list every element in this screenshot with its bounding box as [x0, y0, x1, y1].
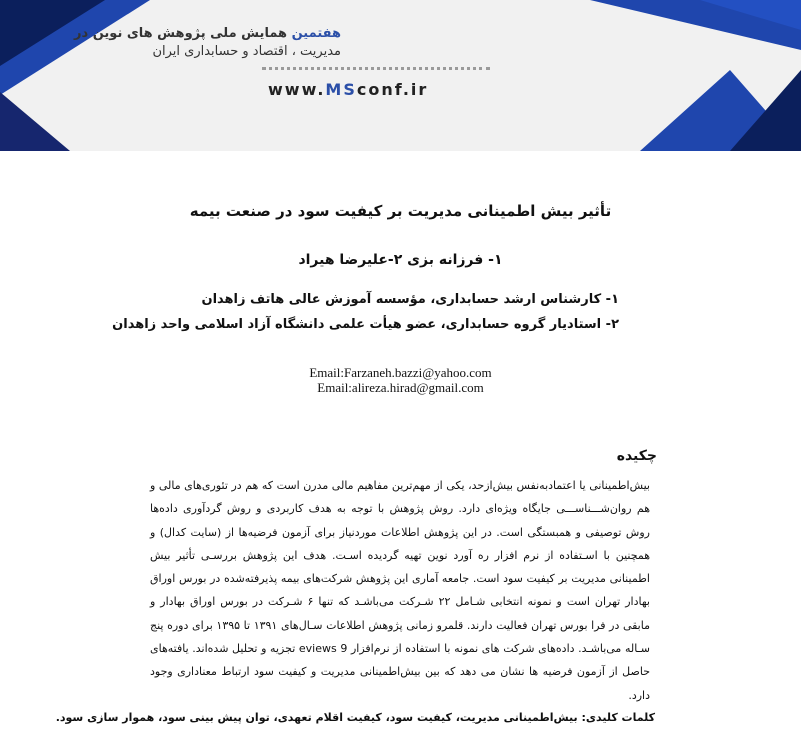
- website-link[interactable]: [268, 80, 428, 99]
- header-decoration: [0, 0, 801, 151]
- affiliation-1: ۱- کارشناس ارشد حسابداری، مؤسسه آموزش عالی هاتف زاهدان: [201, 292, 619, 307]
- affiliation-2: ۲- استادیار گروه حسابداری، عضو هیأت علمی دانشگاه آزاد اسلامی واحد زاهدان: [112, 317, 619, 332]
- paper-title: تأثیر بیش اطمینانی مدیریت بر کیفیت سود در صنعت بیمه: [189, 202, 612, 220]
- website-suffix: conf.ir: [356, 80, 429, 99]
- email-2[interactable]: Email:alireza.hirad@gmail.com: [317, 380, 484, 395]
- conference-ordinal: هفتمین: [291, 26, 341, 41]
- abstract-body: بیش‌اطمینانی یا اعتمادبه‌نفس بیش‌ازحد، یکی از مهم‌ترین مفاهیم مالی مدرن است که هم در تئوری‌های مالی و هم روان‌شـــناســـی جایگاه ویژه‌ای دارد. روش پژوهش با توجه به هدف کاربردی و روش گردآوری داده‌ها روش توصیفی و همبستگی است. در این پژوهش اطلاعات موردنیاز برای آزمون فرضیه‌ها از (سایت کدال) و همچنین با اسـتفاده از نرم افزار ره آورد نوین تهیه گردیده اسـت. هدف این پژوهش بررسـی تأثیر بیش اطمینانی مدیریت بر کیفیت سود است. جامعه آماری این پژوهش شرکت‌های بیمه پذیرفته‌شده در بورس اوراق بهادار تهران است و نمونه انتخابی شـامل ۲۲ شـرکت می‌باشـد که تنها ۶ شـرکت در بورس اوراق بهادار و مابقی در فرا بورس تهران فعالیت دارند. قلمرو زمانی پژوهش اطلاعات سـال‌های ۱۳۹۱ تا ۱۳۹۵ برای دوره پنج سـاله می‌باشـد. داده‌های شرکت های نمونه با استفاده از نرم‌افزار eviews 9 تجزیه و تحلیل شده‌اند. یافته‌های حاصل از آزمون فرضیه ها نشان می دهد که بین بیش‌اطمینانی مدیریت و کیفیت سود ارتباط معناداری وجود دارد.: [150, 479, 650, 702]
- email-1[interactable]: Email:Farzaneh.bazzi@yahoo.com: [309, 365, 492, 380]
- left-bottom-triangle: [0, 92, 70, 151]
- conference-name-text: همایش ملی پژوهش های نوین در: [74, 26, 288, 41]
- paper-authors: ۱- فرزانه بزی ۲-علیرضا هیراد: [298, 252, 503, 268]
- conference-name: [74, 26, 341, 41]
- website-prefix: www.: [268, 80, 326, 99]
- keywords: کلمات کلیدی: بیش‌اطمینانی مدیریت، کیفیت سود، کیفیت اقلام تعهدی، توان پیش بینی سود، هموار سازی سود.: [55, 711, 655, 724]
- dotted-divider: [262, 67, 490, 70]
- website-brand: MS: [325, 80, 357, 99]
- conference-header: [0, 0, 801, 151]
- abstract-heading: چکیده: [616, 448, 657, 464]
- conference-fields: مدیریت ، اقتصاد و حسابداری ایران: [152, 44, 341, 59]
